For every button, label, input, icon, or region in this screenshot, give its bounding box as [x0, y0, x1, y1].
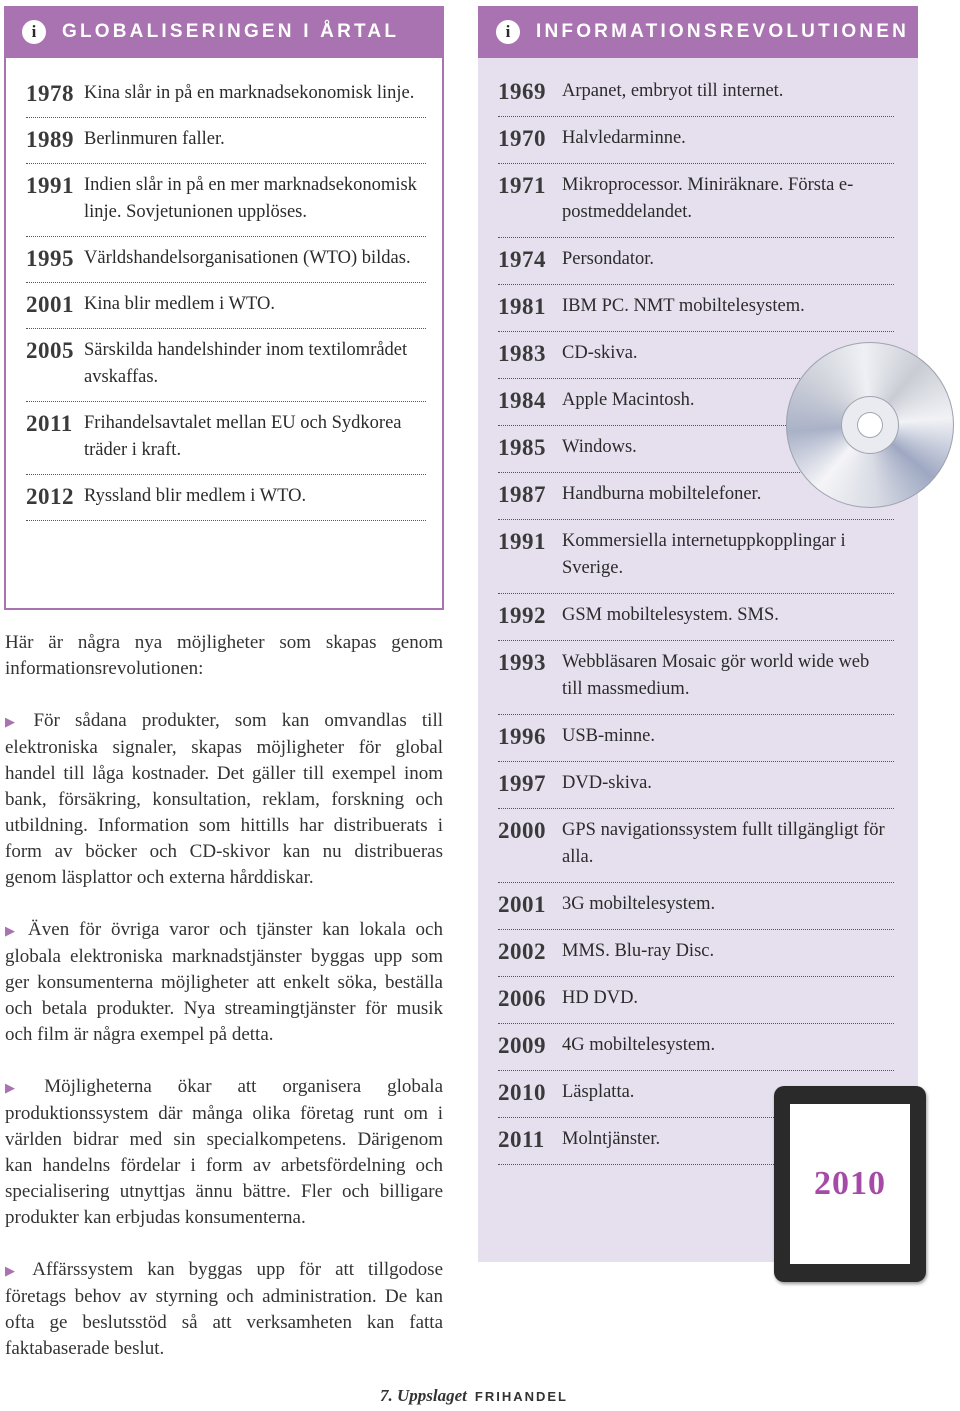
- timeline-year: 2005: [26, 338, 74, 363]
- timeline-text: DVD-skiva.: [562, 773, 652, 793]
- info-revolution-list: [498, 70, 894, 1165]
- timeline-year: 2006: [498, 986, 546, 1011]
- timeline-year: 1969: [498, 79, 546, 104]
- bullet-paragraph: [5, 917, 443, 1048]
- timeline-year: 1989: [26, 127, 74, 152]
- timeline-row: [498, 117, 894, 164]
- timeline-text: Särskilda handelshinder inom textilområdet avskaffas.: [84, 340, 408, 387]
- bullet-text: För sådana produkter, som kan omvandlas till elektroniska signaler, skapas möjligheter för global handel till låga kostnader. Det gäller till exempel inom bank, försäkring, konsultation, reklam, forskning och utbildning. Information som hittills har distribuerats i form av böcker och CD-skivor kan nu distribueras genom läsplattor och externa hårddiskar.: [5, 710, 444, 888]
- cd-disc-icon: [786, 342, 954, 508]
- timeline-year: 1983: [498, 341, 546, 366]
- info-revolution-title: INFORMATIONSREVOLUTIONEN: [536, 21, 910, 42]
- info-icon: i: [22, 20, 46, 44]
- timeline-text: IBM PC. NMT mobiltelesystem.: [562, 296, 805, 316]
- globalisation-header: [4, 6, 444, 58]
- timeline-row: [498, 238, 894, 285]
- timeline-year: 2010: [498, 1080, 546, 1105]
- body-text: [5, 630, 443, 1388]
- timeline-year: 2009: [498, 1033, 546, 1058]
- timeline-row: [498, 641, 894, 715]
- globalisation-title: GLOBALISERINGEN I ÅRTAL: [62, 21, 400, 42]
- timeline-text: Ryssland blir medlem i WTO.: [84, 486, 307, 506]
- timeline-year: 1991: [26, 173, 74, 198]
- timeline-text: Webbläsaren Mosaic gör world wide web till massmedium.: [562, 652, 870, 699]
- timeline-year: 1981: [498, 294, 546, 319]
- timeline-text: Handburna mobiltelefoner.: [562, 484, 762, 504]
- timeline-text: GSM mobiltelesystem. SMS.: [562, 605, 779, 625]
- timeline-text: USB-minne.: [562, 726, 656, 746]
- timeline-row: [26, 283, 426, 329]
- timeline-text: 3G mobiltelesystem.: [562, 894, 716, 914]
- timeline-text: Mikroprocessor. Miniräknare. Första e-postmeddelandet.: [562, 175, 854, 222]
- timeline-row: [498, 594, 894, 641]
- triangle-bullet-icon: ▶: [5, 1263, 25, 1278]
- triangle-bullet-icon: ▶: [5, 714, 26, 729]
- timeline-row: [498, 1024, 894, 1071]
- timeline-year: 1978: [26, 81, 74, 106]
- globalisation-list: [26, 72, 426, 521]
- timeline-text: Frihandelsavtalet mellan EU och Sydkorea träder i kraft.: [84, 413, 402, 460]
- tablet-icon: [774, 1086, 926, 1282]
- timeline-row: [498, 70, 894, 117]
- timeline-year: 1985: [498, 435, 546, 460]
- cd-hole: [857, 412, 883, 438]
- globalisation-timeline-box: [4, 6, 444, 610]
- timeline-year: 2011: [498, 1127, 545, 1152]
- timeline-year: 2001: [498, 892, 546, 917]
- timeline-year: 1991: [498, 529, 546, 554]
- timeline-year: 2002: [498, 939, 546, 964]
- timeline-year: 1996: [498, 724, 546, 749]
- timeline-row: [498, 930, 894, 977]
- timeline-row: [26, 118, 426, 164]
- timeline-row: [26, 402, 426, 475]
- info-revolution-box: [478, 6, 918, 1262]
- timeline-row: [498, 977, 894, 1024]
- timeline-text: HD DVD.: [562, 988, 639, 1008]
- timeline-row: [498, 883, 894, 930]
- timeline-year: 1970: [498, 126, 546, 151]
- timeline-text: Apple Macintosh.: [562, 390, 695, 410]
- timeline-year: 2011: [26, 411, 73, 436]
- timeline-year: 1995: [26, 246, 74, 271]
- timeline-text: Windows.: [562, 437, 637, 457]
- timeline-row: [26, 329, 426, 402]
- timeline-year: 1984: [498, 388, 546, 413]
- timeline-row: [26, 475, 426, 521]
- cd-hub: [842, 397, 898, 453]
- bullet-text: Även för övriga varor och tjänster kan lokala och globala elektroniska marknadstjänster byggas upp som ger konsumenterna möjligheter att enkelt söka, beställa och betala produkter. Nya streamingtjänster för musik och film är några exempel på detta.: [5, 919, 443, 1045]
- timeline-row: [498, 285, 894, 332]
- bullet-paragraph: [5, 1074, 443, 1231]
- timeline-year: 1987: [498, 482, 546, 507]
- footer-section: 7. Uppslaget: [380, 1386, 467, 1405]
- triangle-bullet-icon: ▶: [5, 923, 21, 938]
- info-revolution-header: [478, 6, 918, 58]
- triangle-bullet-icon: ▶: [5, 1080, 37, 1095]
- timeline-year: 1992: [498, 603, 546, 628]
- info-icon: i: [496, 20, 520, 44]
- body-intro: Här är några nya möjligheter som skapas genom informationsrevolutionen:: [5, 632, 443, 679]
- timeline-text: Arpanet, embryot till internet.: [562, 81, 784, 101]
- timeline-text: Halvledarminne.: [562, 128, 686, 148]
- timeline-text: Kommersiella internetuppkopplingar i Sverige.: [562, 531, 846, 578]
- timeline-row: [26, 237, 426, 283]
- timeline-text: Persondator.: [562, 249, 654, 269]
- timeline-year: 2001: [26, 292, 74, 317]
- timeline-year: 2012: [26, 484, 74, 509]
- timeline-year: 1971: [498, 173, 546, 198]
- timeline-text: Världshandelsorganisationen (WTO) bildas.: [84, 248, 411, 268]
- timeline-row: [498, 715, 894, 762]
- footer-title: FRIHANDEL: [474, 1389, 568, 1404]
- page-footer: [380, 1386, 568, 1406]
- timeline-row: [498, 809, 894, 883]
- bullet-paragraph: [5, 708, 443, 891]
- timeline-text: Indien slår in på en mer marknadsekonomisk linje. Sovjetunionen upplöses.: [84, 175, 417, 222]
- bullet-list: [5, 708, 443, 1362]
- timeline-year: 2000: [498, 818, 546, 843]
- tablet-screen: [790, 1104, 910, 1264]
- timeline-year: 1993: [498, 650, 546, 675]
- timeline-text: Läsplatta.: [562, 1082, 635, 1102]
- timeline-row: [498, 520, 894, 594]
- timeline-text: GPS navigationssystem fullt tillgängligt för alla.: [562, 820, 885, 867]
- timeline-row: [26, 164, 426, 237]
- bullet-text: Möjligheterna ökar att organisera globala produktionssystem där många olika företag runt om i världen bidrar med sin specialkompetens. Därigenom kan handelns fördelar i form av arbetsfördelning och specialisering utnyttjas ännu bättre. Fler och billigare produkter kan erbjudas konsumenterna.: [5, 1076, 444, 1228]
- timeline-text: Kina slår in på en marknadsekonomisk linje.: [84, 83, 415, 103]
- bullet-paragraph: [5, 1257, 443, 1362]
- timeline-text: MMS. Blu-ray Disc.: [562, 941, 715, 961]
- timeline-text: Molntjänster.: [562, 1129, 661, 1149]
- timeline-year: 1997: [498, 771, 546, 796]
- timeline-text: 4G mobiltelesystem.: [562, 1035, 716, 1055]
- timeline-year: 1974: [498, 247, 546, 272]
- timeline-text: Kina blir medlem i WTO.: [84, 294, 275, 314]
- timeline-text: Berlinmuren faller.: [84, 129, 225, 149]
- bullet-text: Affärssystem kan byggas upp för att tillgodose företags behov av styrning och administration. De kan ofta ge beslutsstöd så att verksamheten kan fatta faktabaserade beslut.: [5, 1259, 443, 1359]
- tablet-year-label: 2010: [814, 1165, 886, 1202]
- timeline-text: CD-skiva.: [562, 343, 638, 363]
- timeline-row: [498, 164, 894, 238]
- timeline-row: [498, 762, 894, 809]
- timeline-row: [26, 72, 426, 118]
